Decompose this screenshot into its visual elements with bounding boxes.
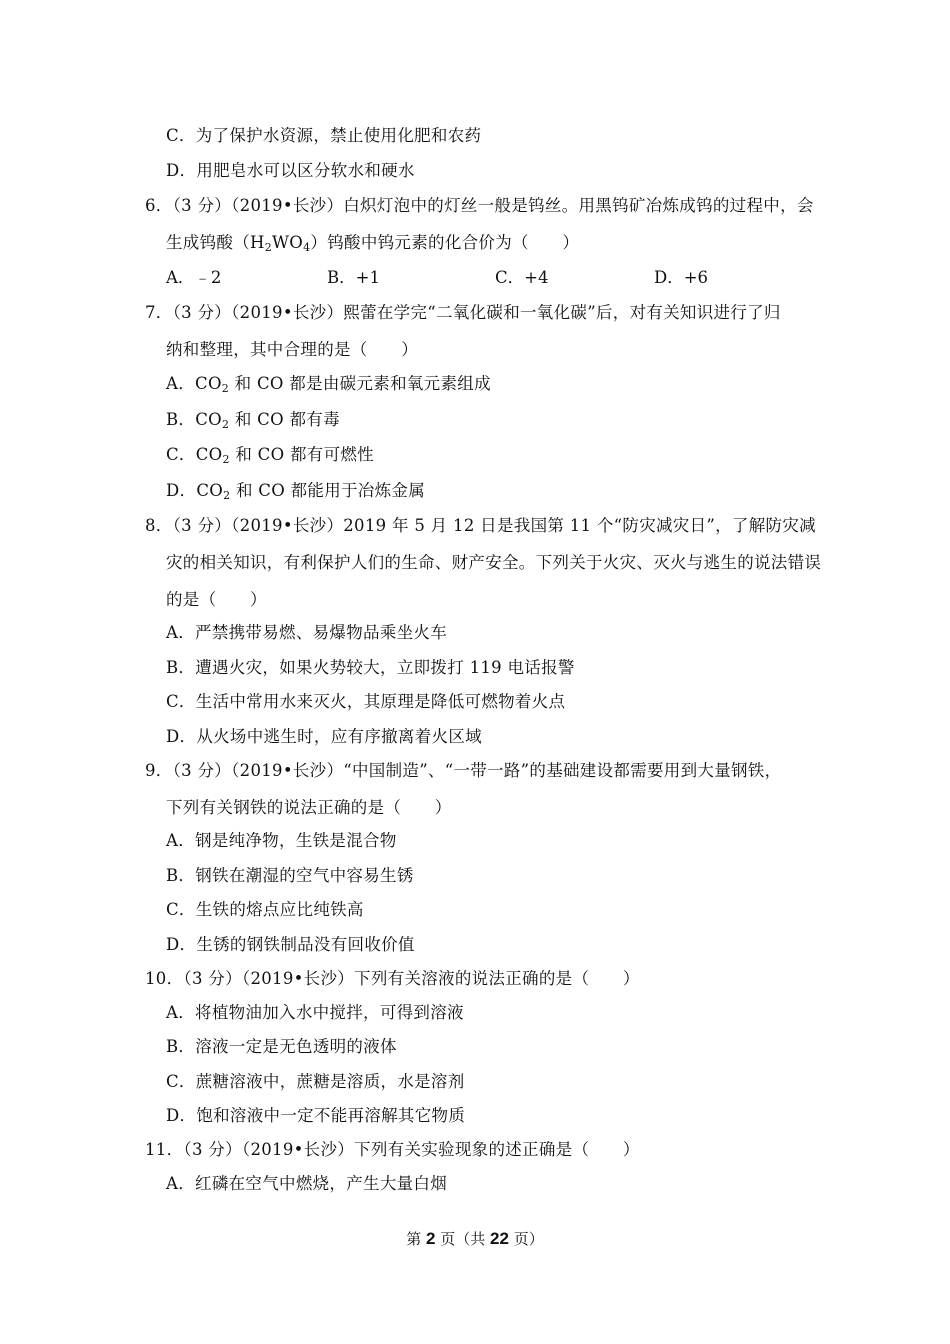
q6-option-c: C．+4 [495, 268, 549, 287]
q8-option-d: D．从火场中逃生时，应有序撤离着火区域 [166, 727, 482, 746]
q7-option-a-pre: A．CO [166, 374, 222, 393]
q9-option-b: B．钢铁在潮湿的空气中容易生锈 [166, 866, 414, 885]
q10-stem-line1: 10．（3 分）（2019•长沙）下列有关溶液的说法正确的是（ ） [145, 969, 640, 988]
q6-stem-line2 [166, 233, 579, 253]
q7-option-d-post: 和 CO 都能用于冶炼金属 [230, 481, 425, 500]
q9-option-c: C．生铁的熔点应比纯铁高 [166, 900, 364, 919]
footer-total-pages: 22 [490, 1229, 509, 1248]
subscript-2: 2 [222, 453, 230, 466]
q7-option-c [166, 445, 374, 465]
q10-option-a: A．将植物油加入水中搅拌，可得到溶液 [166, 1003, 464, 1022]
q11-option-a: A．红磷在空气中燃烧，产生大量白烟 [166, 1174, 448, 1193]
q9-option-a: A．钢是纯净物，生铁是混合物 [166, 831, 397, 850]
footer-suffix: 页） [508, 1230, 544, 1248]
footer-middle: 页（共 [435, 1230, 491, 1248]
subscript-2: 2 [223, 489, 231, 502]
q6-option-b: B．+1 [327, 268, 380, 287]
q7-option-b [166, 410, 340, 430]
q10-option-c: C．蔗糖溶液中，蔗糖是溶质，水是溶剂 [166, 1072, 465, 1091]
q11-stem-line1: 11．（3 分）（2019•长沙）下列有关实验现象的述正确是（ ） [145, 1140, 640, 1159]
subscript-4: 4 [303, 241, 311, 254]
q8-option-b: B．遭遇火灾，如果火势较大，立即拨打 119 电话报警 [166, 658, 575, 677]
footer-page-number: 2 [426, 1229, 436, 1248]
q9-stem-line2: 下列有关钢铁的说法正确的是（ ） [166, 798, 452, 817]
q6-stem-line1: 6．（3 分）（2019•长沙）白炽灯泡中的灯丝一般是钨丝。用黑钨矿冶炼成钨的过程中，会 [145, 196, 814, 215]
q5-option-c: C．为了保护水资源，禁止使用化肥和农药 [166, 126, 482, 145]
q7-option-a [166, 374, 491, 394]
q10-option-d: D．饱和溶液中一定不能再溶解其它物质 [166, 1106, 466, 1125]
subscript-2: 2 [221, 382, 230, 395]
q7-option-d-pre: D．CO [166, 481, 224, 500]
q6-option-d: D．+6 [654, 268, 709, 287]
q7-option-b-pre: B．CO [166, 410, 222, 429]
footer-prefix: 第 [406, 1230, 427, 1248]
q7-option-a-post: 和 CO 都是由碳元素和氧元素组成 [229, 374, 491, 393]
q8-stem-line3: 的是（ ） [166, 590, 267, 609]
q9-option-d: D．生锈的钢铁制品没有回收价值 [166, 935, 415, 954]
page-footer [0, 1229, 950, 1249]
q5-option-d: D．用肥皂水可以区分软水和硬水 [166, 161, 415, 180]
q8-option-c: C．生活中常用水来灭火，其原理是降低可燃物着火点 [166, 692, 566, 711]
q7-stem-line2: 纳和整理，其中合理的是（ ） [166, 340, 418, 359]
subscript-2: 2 [221, 418, 230, 431]
q6-stem-text-c: ）钨酸中钨元素的化合价为（ ） [310, 233, 580, 252]
q8-option-a: A．严禁携带易燃、易爆物品乘坐火车 [166, 623, 448, 642]
q8-stem-line2: 灾的相关知识，有利保护人们的生命、财产安全。下列关于火灾、灭火与逃生的说法错误 [166, 553, 822, 572]
q8-stem-line1: 8．（3 分）（2019•长沙）2019 年 5 月 12 日是我国第 11 个“防灾减灾日”，了解防灾减 [145, 516, 816, 535]
q7-option-c-pre: C．CO [166, 445, 223, 464]
q6-stem-text-b: WO [272, 233, 304, 252]
q7-option-b-post: 和 CO 都有毒 [229, 410, 340, 429]
q7-stem-line1: 7．（3 分）（2019•长沙）熙蕾在学完“二氧化碳和一氧化碳”后，对有关知识进行了归 [145, 303, 781, 322]
q9-stem-line1: 9．（3 分）（2019•长沙）“中国制造”、“一带一路”的基础建设都需要用到大量钢铁， [145, 761, 782, 780]
q10-option-b: B．溶液一定是无色透明的液体 [166, 1037, 397, 1056]
q6-option-a: A．﹣2 [166, 268, 222, 287]
subscript-2: 2 [264, 241, 273, 254]
q7-option-c-post: 和 CO 都有可燃性 [229, 445, 374, 464]
q6-stem-text-a: 生成钨酸（H [166, 233, 265, 252]
q7-option-d [166, 481, 425, 501]
